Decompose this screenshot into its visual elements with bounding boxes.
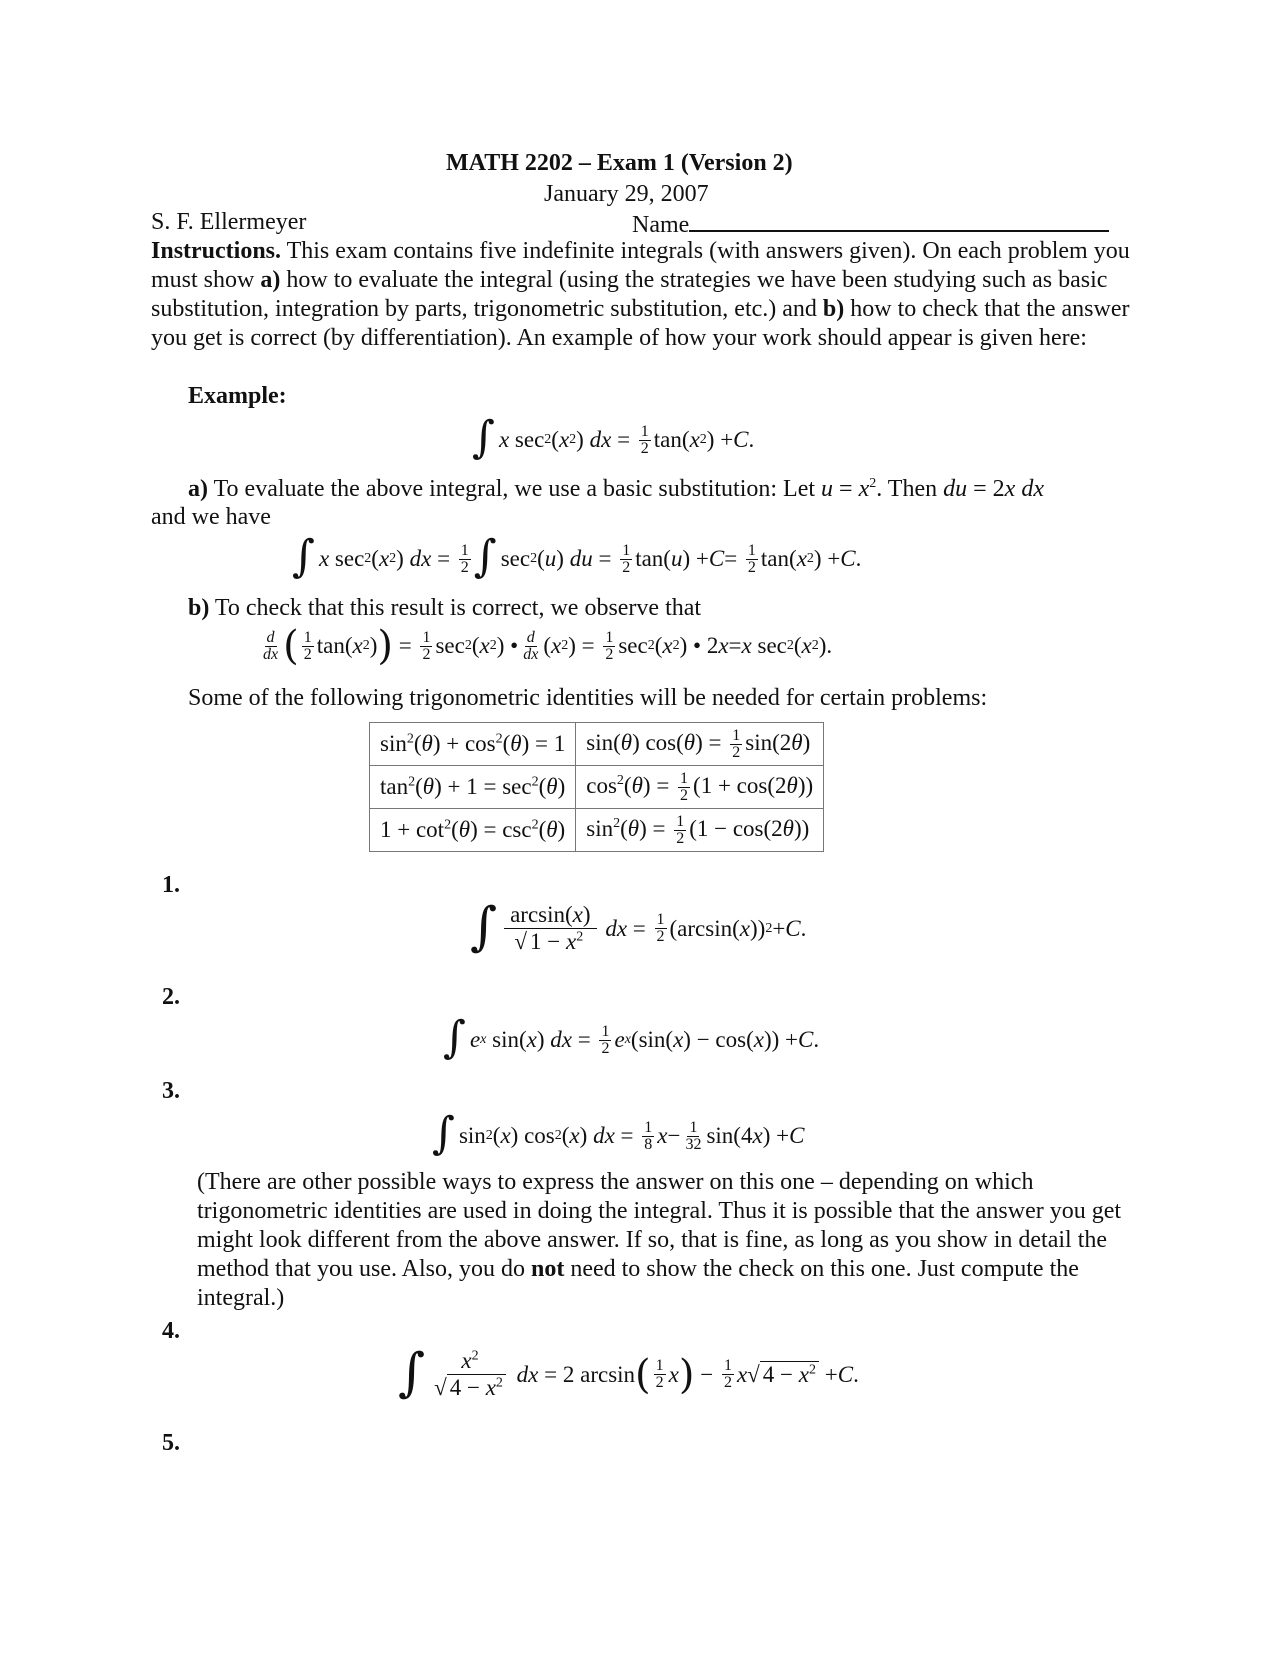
problem-4-label: 4. bbox=[162, 1318, 180, 1344]
author: S. F. Ellermeyer bbox=[151, 209, 307, 235]
and-we-have: and we have bbox=[151, 504, 271, 530]
problem-2-integral: ∫ e x sin( x ) dx = $\frac{1}{2}$ e x (sin( x ) − cos( x )) + C . bbox=[443, 1012, 820, 1063]
instructions: Instructions. This exam contains five indefinite integrals (with answers given). On each problem you must show a) how to evaluate the integral (using the strategies we have been studying such as basic substitution, integration by parts, trigonometric substitution, etc.) and b) how to check that the answer you get is correct (by differentiation). An example of how your work should appear is given here: bbox=[151, 238, 1130, 351]
exam-title: MATH 2202 – Exam 1 (Version 2) bbox=[446, 150, 793, 176]
table-cell: $\cos^2(\theta)$ = $\frac{1}{2}$ (1 + cos(2θ)) bbox=[576, 766, 824, 809]
problem-3-integral: ∫ sin 2 ( x ) cos 2 ( x ) dx = $\frac{1}{8}$ x − $\frac{1}{32}$ sin(4 x ) + C bbox=[432, 1108, 805, 1159]
problem-2-label: 2. bbox=[162, 984, 180, 1010]
problem-4-integral: ∫ $\frac{x^2}{√ 4 - x^2}$ dx = 2 arcsin ( $\frac{1}{2}$ x ) − $\frac{1}{2}$ x √ $4 - x^2$ + C . bbox=[398, 1342, 859, 1403]
instructions-label: Instructions. bbox=[151, 238, 282, 264]
table-cell: $\sin^2(\theta) + \cos^2(\theta) = 1$ bbox=[370, 723, 576, 766]
table-cell: sin(θ) cos(θ) = $\frac{1}{2}$ sin(2θ) bbox=[576, 723, 824, 766]
problem-3-label: 3. bbox=[162, 1078, 180, 1104]
example-part-b: b) To check that this result is correct, we observe that bbox=[188, 595, 702, 621]
example-derivative: $\frac{d}{dx}$ ( $\frac{1}{2}$ tan( x 2 ) ) = $\frac{1}{2}$ sec 2 ( x 2 ) • $\frac{d}{dx}$ ( x 2 ) = $\frac{1}{2}$ sec 2 ( x 2 ) • 2 x = x sec 2 ( x 2 ). bbox=[263, 623, 833, 669]
example-integral: ∫ x sec 2 ( x 2 ) dx = $\frac{1}{2}$ tan( x 2 ) + C . bbox=[472, 412, 755, 463]
table-row bbox=[370, 809, 824, 852]
example-substitution: ∫ x sec 2 ( x 2 ) dx = $\frac{1}{2}$ ∫ sec 2 ( u ) du = $\frac{1}{2}$ tan( u ) + C = $\frac{1}{2}$ tan( x 2 ) + C . bbox=[292, 531, 862, 582]
table-cell: $1 + \cot^2(\theta) = \csc^2(\theta)$ bbox=[370, 809, 576, 852]
name-label: Name bbox=[632, 212, 690, 238]
example-label: Example: bbox=[188, 383, 287, 409]
problem-1-label: 1. bbox=[162, 872, 180, 898]
identities-intro: Some of the following trigonometric identities will be needed for certain problems: bbox=[188, 685, 988, 711]
table-row bbox=[370, 723, 824, 766]
problem-5-label: 5. bbox=[162, 1430, 180, 1456]
table-row bbox=[370, 766, 824, 809]
name-blank[interactable] bbox=[689, 208, 1109, 232]
identities-table bbox=[369, 722, 824, 852]
table-cell: $\tan^2(\theta) + 1 = \sec^2(\theta)$ bbox=[370, 766, 576, 809]
problem-3-note: (There are other possible ways to express the answer on this one – depending on which trigonometric identities are used in doing the integral. Thus it is possible that the answer you get might look different from the above answer. If so, that is fine, as long as you show in detail the method that you use. Also, you do not need to show the check on this one. Just compute the integral.) bbox=[197, 1169, 1122, 1311]
example-part-a: a) To evaluate the above integral, we use a basic substitution: Let $u = x^2$. Then du = 2x dx bbox=[188, 476, 1044, 502]
name-field[interactable] bbox=[632, 208, 1109, 240]
exam-date: January 29, 2007 bbox=[544, 181, 709, 207]
problem-1-integral: ∫ $\frac{\arcsin(x)}{√ 1 - x^2}$ dx = $\frac{1}{2}$ (arcsin( x )) 2 + C . bbox=[470, 896, 807, 957]
table-cell: $\sin^2(\theta)$ = $\frac{1}{2}$ (1 − cos(2θ)) bbox=[576, 809, 824, 852]
